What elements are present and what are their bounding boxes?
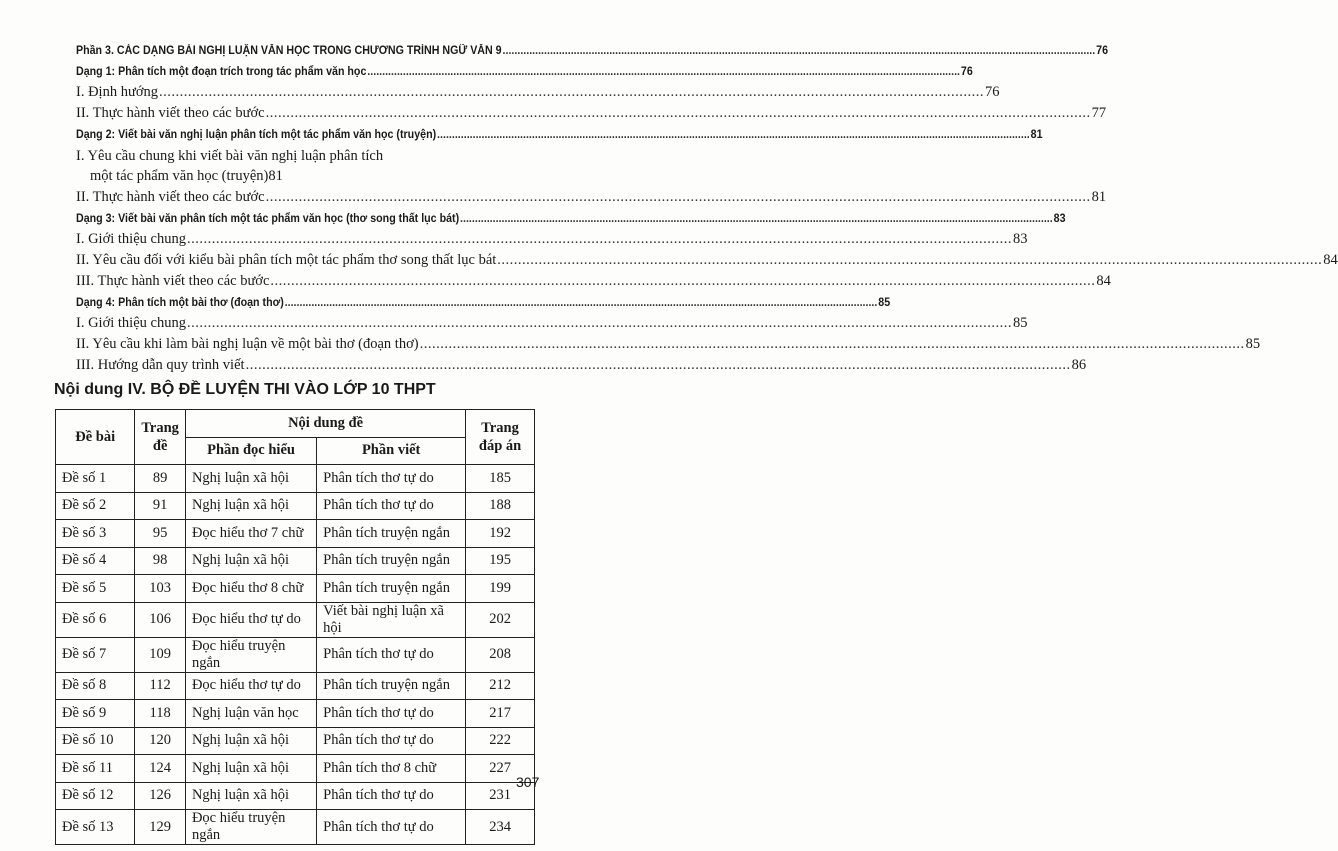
leader-dots bbox=[187, 313, 1012, 334]
cell-trang-dap-an: 227 bbox=[466, 755, 535, 783]
cell-de-bai: Đề số 9 bbox=[56, 700, 135, 728]
toc-page: 85 bbox=[878, 296, 891, 309]
toc-entry-title: II. Yêu cầu đối với kiểu bài phân tích một tác phẩm thơ song thất lục bát bbox=[76, 252, 497, 268]
cell-doc-hieu: Đọc hiểu thơ 8 chữ bbox=[185, 575, 316, 603]
cell-doc-hieu: Đọc hiểu truyện ngắn bbox=[185, 637, 316, 672]
leader-dots bbox=[497, 250, 1322, 271]
cell-trang-dap-an: 188 bbox=[466, 492, 535, 520]
cell-trang-dap-an: 195 bbox=[466, 547, 535, 575]
cell-doc-hieu: Nghị luận xã hội bbox=[185, 547, 316, 575]
toc-entry-title: I. Giới thiệu chung bbox=[76, 231, 186, 247]
cell-phan-viet: Phân tích thơ tự do bbox=[317, 727, 466, 755]
leader-dots bbox=[367, 61, 960, 82]
cell-de-bai: Đề số 3 bbox=[56, 520, 135, 548]
toc-page: 81 bbox=[1030, 128, 1043, 141]
table-row bbox=[56, 575, 535, 603]
toc-entry-title: II. Thực hành viết theo các bước bbox=[76, 189, 265, 205]
cell-phan-viet: Phân tích thơ 8 chữ bbox=[317, 755, 466, 783]
cell-trang-de: 91 bbox=[135, 492, 186, 520]
toc-heading bbox=[76, 208, 1066, 229]
toc-entry-title: I. Yêu cầu chung khi viết bài văn nghị luận phân tích bbox=[76, 148, 384, 164]
toc-page: 76 bbox=[1096, 44, 1109, 57]
cell-trang-dap-an: 202 bbox=[466, 602, 535, 637]
leader-dots bbox=[266, 103, 1091, 124]
leader-dots bbox=[159, 82, 984, 103]
table-row bbox=[56, 547, 535, 575]
cell-de-bai: Đề số 6 bbox=[56, 602, 135, 637]
toc-entry bbox=[76, 334, 1261, 355]
cell-trang-de: 129 bbox=[135, 810, 186, 845]
table-row bbox=[56, 492, 535, 520]
leader-dots bbox=[246, 355, 1071, 376]
leader-dots bbox=[420, 334, 1245, 355]
cell-trang-de: 120 bbox=[135, 727, 186, 755]
cell-trang-dap-an: 199 bbox=[466, 575, 535, 603]
cell-trang-de: 95 bbox=[135, 520, 186, 548]
toc-entry-title: Dạng 3: Viết bài văn phân tích một tác phẩm văn học (thơ song thất lục bát) bbox=[76, 212, 460, 225]
cell-doc-hieu: Đọc hiểu thơ tự do bbox=[185, 672, 316, 700]
cell-phan-viet: Phân tích thơ tự do bbox=[317, 810, 466, 845]
toc-heading bbox=[76, 292, 891, 313]
toc-entry bbox=[76, 187, 1107, 208]
toc-heading bbox=[76, 40, 1109, 61]
toc-entry-title: III. Hướng dẫn quy trình viết bbox=[76, 357, 245, 373]
cell-doc-hieu: Nghị luận xã hội bbox=[185, 465, 316, 493]
cell-doc-hieu: Nghị luận văn học bbox=[185, 700, 316, 728]
table-header-row bbox=[56, 410, 535, 438]
toc-entry bbox=[76, 355, 1087, 376]
cell-phan-viet: Phân tích thơ tự do bbox=[317, 782, 466, 810]
table-row bbox=[56, 637, 535, 672]
table-row bbox=[56, 602, 535, 637]
cell-doc-hieu: Nghị luận xã hội bbox=[185, 492, 316, 520]
table-of-contents bbox=[76, 40, 1338, 376]
cell-phan-viet: Phân tích thơ tự do bbox=[317, 492, 466, 520]
cell-phan-viet: Phân tích truyện ngắn bbox=[317, 547, 466, 575]
toc-heading bbox=[76, 61, 973, 82]
cell-trang-dap-an: 192 bbox=[466, 520, 535, 548]
table-row bbox=[56, 727, 535, 755]
toc-entry-title: I. Giới thiệu chung bbox=[76, 315, 186, 331]
leader-dots bbox=[460, 208, 1053, 229]
toc-entry-title-cont: một tác phẩm văn học (truyện) bbox=[90, 168, 269, 184]
header-trang-dap-an: Trang đáp án bbox=[466, 410, 535, 465]
table-row bbox=[56, 700, 535, 728]
header-de-bai: Đề bài bbox=[56, 410, 135, 465]
cell-doc-hieu: Nghị luận xã hội bbox=[185, 755, 316, 783]
toc-entry bbox=[76, 145, 544, 187]
table-body bbox=[56, 465, 535, 845]
toc-entry-title: II. Thực hành viết theo các bước bbox=[76, 105, 265, 121]
toc-page: 83 bbox=[1053, 212, 1066, 225]
leader-dots bbox=[266, 187, 1091, 208]
toc-page: 84 bbox=[1323, 252, 1338, 268]
toc-page: 76 bbox=[984, 84, 1000, 100]
cell-doc-hieu: Nghị luận xã hội bbox=[185, 782, 316, 810]
toc-entry-title: I. Định hướng bbox=[76, 84, 158, 100]
cell-de-bai: Đề số 12 bbox=[56, 782, 135, 810]
cell-de-bai: Đề số 13 bbox=[56, 810, 135, 845]
cell-trang-dap-an: 234 bbox=[466, 810, 535, 845]
cell-trang-de: 98 bbox=[135, 547, 186, 575]
table-row bbox=[56, 520, 535, 548]
toc-entry bbox=[76, 313, 1028, 334]
toc-entry-title: II. Yêu cầu khi làm bài nghị luận về một bài thơ (đoạn thơ) bbox=[76, 336, 419, 352]
cell-doc-hieu: Đọc hiểu thơ tự do bbox=[185, 602, 316, 637]
toc-entry-title: III. Thực hành viết theo các bước bbox=[76, 273, 270, 289]
header-phan-doc-hieu: Phần đọc hiểu bbox=[185, 437, 316, 465]
toc-page: 83 bbox=[1012, 231, 1028, 247]
cell-phan-viet: Viết bài nghị luận xã hội bbox=[317, 602, 466, 637]
cell-phan-viet: Phân tích thơ tự do bbox=[317, 637, 466, 672]
header-noi-dung-de: Nội dung đề bbox=[185, 410, 465, 438]
leader-dots bbox=[270, 271, 1095, 292]
leader-dots bbox=[285, 292, 878, 313]
toc-entry-title: Dạng 2: Viết bài văn nghị luận phân tích một tác phẩm văn học (truyện) bbox=[76, 128, 437, 141]
page-number: 307 bbox=[516, 774, 540, 790]
cell-doc-hieu: Đọc hiểu thơ 7 chữ bbox=[185, 520, 316, 548]
cell-trang-dap-an: 212 bbox=[466, 672, 535, 700]
cell-trang-de: 118 bbox=[135, 700, 186, 728]
table-row bbox=[56, 672, 535, 700]
cell-trang-dap-an: 208 bbox=[466, 637, 535, 672]
toc-page: 86 bbox=[1071, 357, 1087, 373]
table-row bbox=[56, 755, 535, 783]
cell-de-bai: Đề số 4 bbox=[56, 547, 135, 575]
cell-trang-dap-an: 217 bbox=[466, 700, 535, 728]
toc-page: 76 bbox=[960, 65, 973, 78]
table-row bbox=[56, 465, 535, 493]
cell-trang-dap-an: 231 bbox=[466, 782, 535, 810]
cell-phan-viet: Phân tích truyện ngắn bbox=[317, 672, 466, 700]
toc-heading bbox=[76, 124, 1043, 145]
toc-entry-title: Dạng 1: Phân tích một đoạn trích trong tác phẩm văn học bbox=[76, 65, 367, 78]
cell-de-bai: Đề số 5 bbox=[56, 575, 135, 603]
leader-dots bbox=[187, 229, 1012, 250]
cell-trang-de: 109 bbox=[135, 637, 186, 672]
leader-dots bbox=[437, 124, 1030, 145]
cell-trang-de: 89 bbox=[135, 465, 186, 493]
toc-entry bbox=[76, 103, 1107, 124]
cell-phan-viet: Phân tích truyện ngắn bbox=[317, 575, 466, 603]
toc-entry bbox=[76, 271, 1111, 292]
toc-entry-title: Phần 3. CÁC DẠNG BÀI NGHỊ LUẬN VĂN HỌC TRONG CHƯƠNG TRÌNH NGỮ VĂN 9 bbox=[76, 44, 502, 57]
toc-page: 84 bbox=[1096, 273, 1111, 289]
toc-entry bbox=[76, 250, 1338, 271]
table-row bbox=[56, 782, 535, 810]
toc-entry-title: Dạng 4: Phân tích một bài thơ (đoạn thơ) bbox=[76, 296, 284, 309]
cell-phan-viet: Phân tích thơ tự do bbox=[317, 700, 466, 728]
cell-doc-hieu: Đọc hiểu truyện ngắn bbox=[185, 810, 316, 845]
leader-dots bbox=[503, 40, 1096, 61]
cell-de-bai: Đề số 7 bbox=[56, 637, 135, 672]
cell-trang-de: 124 bbox=[135, 755, 186, 783]
cell-de-bai: Đề số 10 bbox=[56, 727, 135, 755]
exam-table bbox=[55, 409, 535, 845]
cell-trang-de: 126 bbox=[135, 782, 186, 810]
toc-page: 77 bbox=[1091, 105, 1107, 121]
cell-phan-viet: Phân tích truyện ngắn bbox=[317, 520, 466, 548]
cell-trang-de: 106 bbox=[135, 602, 186, 637]
cell-de-bai: Đề số 8 bbox=[56, 672, 135, 700]
cell-trang-dap-an: 185 bbox=[466, 465, 535, 493]
cell-de-bai: Đề số 11 bbox=[56, 755, 135, 783]
toc-entry bbox=[76, 82, 1000, 103]
toc-page: 85 bbox=[1245, 336, 1261, 352]
header-phan-viet: Phần viết bbox=[317, 437, 466, 465]
cell-de-bai: Đề số 1 bbox=[56, 465, 135, 493]
cell-phan-viet: Phân tích thơ tự do bbox=[317, 465, 466, 493]
header-trang-de: Trang đề bbox=[135, 410, 186, 465]
section-title: Nội dung IV. BỘ ĐỀ LUYỆN THI VÀO LỚP 10 THPT bbox=[54, 381, 436, 398]
cell-trang-de: 112 bbox=[135, 672, 186, 700]
toc-page: 85 bbox=[1012, 315, 1028, 331]
cell-de-bai: Đề số 2 bbox=[56, 492, 135, 520]
toc-page: 81 bbox=[1091, 189, 1107, 205]
toc-entry bbox=[76, 229, 1028, 250]
cell-doc-hieu: Nghị luận xã hội bbox=[185, 727, 316, 755]
table-row bbox=[56, 810, 535, 845]
cell-trang-dap-an: 222 bbox=[466, 727, 535, 755]
cell-trang-de: 103 bbox=[135, 575, 186, 603]
toc-page: 81 bbox=[268, 168, 283, 184]
